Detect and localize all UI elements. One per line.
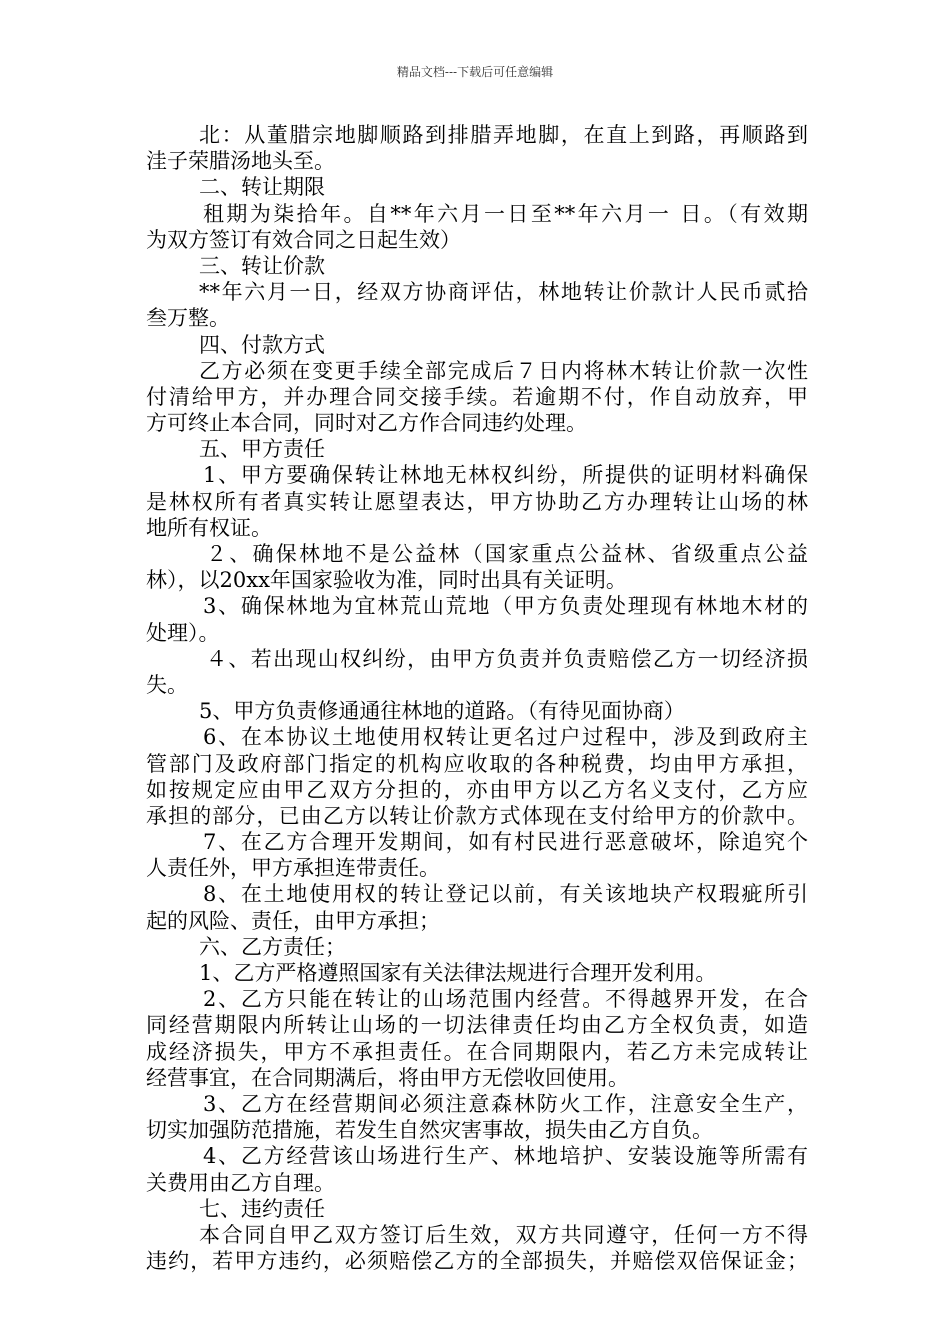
text-line: 2、乙方只能在转让的山场范围内经营。不得越界开发，在合	[203, 987, 808, 1012]
text-line: 人责任外，甲方承担连带责任。	[146, 856, 440, 881]
text-line: 为双方签订有效合同之日起生效）	[146, 227, 461, 252]
text-line: 3、乙方在经营期间必须注意森林防火工作，注意安全生产，	[203, 1091, 808, 1116]
text-line: **年六月一日，经双方协商评估，林地转让价款计人民币贰拾	[199, 280, 808, 305]
text-line: 七、违约责任	[199, 1196, 325, 1221]
text-line: 北：从董腊宗地脚顺路到排腊弄地脚，在直上到路，再顺路到	[199, 123, 808, 147]
text-line: 成经济损失，甲方不承担责任。在合同期限内，若乙方未完成转让	[146, 1039, 808, 1064]
text-line: 4、乙方经营该山场进行生产、林地培护、安装设施等所需有	[203, 1144, 808, 1169]
text-line: 关费用由乙方自理。	[146, 1170, 335, 1195]
text-line: 3、确保林地为宜林荒山荒地（甲方负责处理现有林地木材的	[203, 594, 808, 619]
text-line: 同经营期限内所转让山场的一切法律责任均由乙方全权负责，如造	[146, 1013, 808, 1038]
text-line: 起的风险、责任，由甲方承担；	[146, 908, 440, 933]
text-line: 洼子荣腊汤地头至。	[146, 149, 335, 174]
text-line: 六、乙方责任；	[199, 934, 346, 959]
text-line: 本合同自甲乙双方签订后生效，双方共同遵守，任何一方不得	[199, 1222, 808, 1247]
text-line: 叁万整。	[146, 306, 230, 331]
text-line: 切实加强防范措施，若发生自然灾害事故，损失由乙方自负。	[146, 1118, 713, 1143]
text-line: 地所有权证。	[146, 515, 272, 540]
text-line: 管部门及政府部门指定的机构应收取的各种税费，均由甲方承担，	[146, 751, 808, 776]
text-line: 林），以20xx年国家验收为准，同时出具有关证明。	[146, 568, 627, 593]
text-line: 承担的部分，已由乙方以转让价款方式体现在支付给甲方的价款中。	[146, 803, 808, 828]
text-line: 付清给甲方，并办理合同交接手续。若逾期不付，作自动放弃，甲	[146, 384, 808, 409]
text-line: 1、甲方要确保转让林地无林权纠纷，所提供的证明材料确保	[203, 463, 808, 488]
text-line: 五、甲方责任	[199, 437, 325, 462]
text-line: 5、甲方负责修通通往林地的道路。（有待见面协商）	[199, 699, 685, 724]
text-line: 方可终止本合同，同时对乙方作合同违约处理。	[146, 411, 587, 436]
text-line: 是林权所有者真实转让愿望表达，甲方协助乙方办理转让山场的林	[146, 489, 808, 514]
text-line: 失。	[146, 672, 188, 697]
text-line: 如按规定应由甲乙双方分担的，亦由甲方以乙方名义支付，乙方应	[146, 777, 808, 802]
text-line: ２、确保林地不是公益林（国家重点公益林、省级重点公益	[206, 542, 808, 566]
text-line: 乙方必须在变更手续全部完成后７日内将林木转让价款一次性	[199, 358, 808, 383]
text-line: 三、转让价款	[199, 253, 325, 278]
text-line: 违约，若甲方违约，必须赔偿乙方的全部损失，并赔偿双倍保证金；	[146, 1249, 808, 1274]
text-line: 二、转让期限	[199, 175, 325, 200]
page-header: 精品文档---下载后可任意编辑	[396, 65, 554, 79]
text-line: 6、在本协议土地使用权转让更名过户过程中，涉及到政府主	[203, 725, 808, 750]
text-line: 处理）。	[146, 620, 220, 645]
text-line: 8、在土地使用权的转让登记以前，有关该地块产权瑕疵所引	[203, 882, 808, 907]
text-line: 7、在乙方合理开发期间，如有村民进行恶意破坏，除追究个	[203, 830, 808, 855]
document-body	[146, 122, 808, 1274]
text-line: ４、若出现山权纠纷，由甲方负责并负责赔偿乙方一切经济损	[206, 646, 808, 671]
text-line: 1、乙方严格遵照国家有关法律法规进行合理开发利用。	[199, 961, 717, 985]
text-line: 四、付款方式	[199, 332, 325, 357]
text-line: 经营事宜，在合同期满后，将由甲方无偿收回使用。	[146, 1065, 629, 1090]
text-line: 租期为柒拾年。自**年六月一日至**年六月一 日。（有效期	[203, 201, 808, 226]
